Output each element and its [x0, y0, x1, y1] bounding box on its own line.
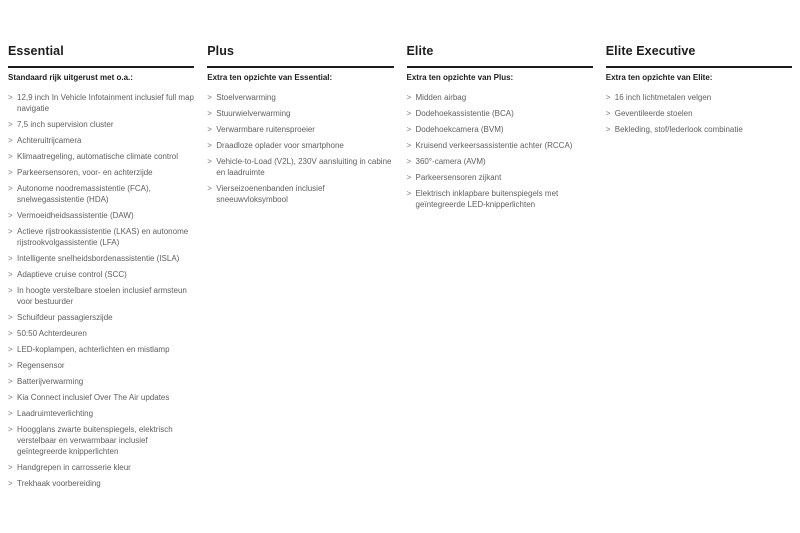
feature-item	[407, 172, 593, 183]
feature-text: Laadruimteverlichting	[17, 409, 94, 418]
chevron-right-icon: >	[8, 270, 13, 279]
feature-item	[8, 253, 194, 264]
chevron-right-icon: >	[406, 109, 412, 118]
feature-text: Vermoeidheidsassistentie (DAW)	[17, 211, 134, 220]
feature-text: Verwarmbare ruitensproeier	[216, 125, 315, 134]
feature-text: Handgrepen in carrosserie kleur	[17, 463, 131, 472]
feature-item	[8, 392, 194, 403]
feature-text: Geventileerde stoelen	[614, 109, 693, 118]
title-underline	[207, 66, 393, 68]
trim-title: Elite Executive	[605, 44, 696, 58]
feature-item	[8, 312, 194, 323]
feature-item	[8, 119, 194, 130]
feature-item	[407, 188, 593, 210]
chevron-right-icon: >	[8, 286, 13, 295]
feature-item	[207, 183, 393, 205]
feature-text: Midden airbag	[415, 93, 467, 102]
chevron-right-icon: >	[605, 125, 611, 134]
chevron-right-icon: >	[207, 93, 212, 102]
feature-text: 50:50 Achterdeuren	[17, 329, 87, 338]
feature-text: Dodehoekassistentie (BCA)	[415, 109, 514, 118]
chevron-right-icon: >	[8, 152, 13, 161]
chevron-right-icon: >	[406, 93, 412, 102]
chevron-right-icon: >	[8, 425, 13, 434]
chevron-right-icon: >	[8, 361, 13, 370]
feature-text: Elektrisch inklapbare buitenspiegels met geïntegreerde LED-knipperlichten	[415, 189, 559, 209]
trim-subtitle: Extra ten opzichte van Essential:	[207, 73, 333, 82]
feature-text: 360°-camera (AVM)	[415, 157, 486, 166]
feature-text: Hoogglans zwarte buitenspiegels, elektrisch verstelbaar en verwarmbaar inclusief geïntegreerde knipperlichten	[17, 425, 173, 456]
trim-column-elite-executive	[606, 45, 792, 494]
feature-item	[407, 140, 593, 151]
chevron-right-icon: >	[406, 173, 412, 182]
feature-item	[207, 140, 393, 151]
trim-subtitle: Standaard rijk uitgerust met o.a.:	[8, 73, 133, 82]
chevron-right-icon: >	[8, 184, 13, 193]
feature-item	[407, 92, 593, 103]
feature-item	[407, 124, 593, 135]
feature-text: Kia Connect inclusief Over The Air updates	[17, 393, 170, 402]
feature-text: Regensensor	[17, 361, 65, 370]
feature-item	[8, 478, 194, 489]
chevron-right-icon: >	[8, 136, 13, 145]
feature-text: Bekleding, stof/lederlook combinatie	[614, 125, 743, 134]
chevron-right-icon: >	[207, 141, 212, 150]
chevron-right-icon: >	[8, 211, 13, 220]
chevron-right-icon: >	[207, 184, 212, 193]
feature-item	[8, 462, 194, 473]
chevron-right-icon: >	[8, 345, 13, 354]
feature-item	[207, 108, 393, 119]
feature-text: 7,5 inch supervision cluster	[17, 120, 114, 129]
feature-item	[606, 92, 792, 103]
chevron-right-icon: >	[8, 168, 13, 177]
chevron-right-icon: >	[8, 313, 13, 322]
chevron-right-icon: >	[406, 189, 412, 198]
feature-item	[8, 376, 194, 387]
chevron-right-icon: >	[8, 463, 13, 472]
chevron-right-icon: >	[8, 227, 13, 236]
chevron-right-icon: >	[8, 377, 13, 386]
chevron-right-icon: >	[8, 479, 13, 488]
feature-item	[8, 408, 194, 419]
feature-item	[8, 328, 194, 339]
feature-text: Vierseizoenenbanden inclusief sneeuwvloksymbool	[216, 184, 325, 204]
chevron-right-icon: >	[207, 125, 212, 134]
feature-item	[8, 135, 194, 146]
feature-item	[8, 269, 194, 280]
feature-item	[8, 92, 194, 114]
feature-list	[606, 92, 792, 135]
feature-item	[8, 360, 194, 371]
chevron-right-icon: >	[8, 329, 13, 338]
chevron-right-icon: >	[8, 254, 13, 263]
feature-text: Kruisend verkeersassistentie achter (RCCA)	[415, 141, 573, 150]
trim-column-elite	[407, 45, 593, 494]
feature-item	[8, 151, 194, 162]
trim-title: Essential	[8, 44, 64, 58]
title-underline	[8, 66, 194, 68]
trim-title: Elite	[406, 44, 434, 58]
trim-column-plus	[207, 45, 393, 494]
chevron-right-icon: >	[207, 109, 212, 118]
chevron-right-icon: >	[605, 109, 611, 118]
title-underline	[606, 66, 792, 68]
feature-item	[8, 210, 194, 221]
feature-list	[8, 92, 194, 489]
feature-text: Stuurwielverwarming	[216, 109, 291, 118]
chevron-right-icon: >	[207, 157, 212, 166]
feature-text: Batterijverwarming	[17, 377, 84, 386]
trim-column-essential	[8, 45, 194, 494]
chevron-right-icon: >	[605, 93, 611, 102]
feature-item	[8, 183, 194, 205]
feature-text: LED-koplampen, achterlichten en mistlamp	[17, 345, 170, 354]
feature-item	[606, 124, 792, 135]
feature-item	[606, 108, 792, 119]
feature-text: In hoogte verstelbare stoelen inclusief armsteun voor bestuurder	[17, 286, 187, 306]
feature-text: Achteruitrijcamera	[17, 136, 82, 145]
chevron-right-icon: >	[406, 141, 412, 150]
feature-item	[8, 285, 194, 307]
feature-text: Schuifdeur passagierszijde	[17, 313, 113, 322]
feature-text: 12,9 inch In Vehicle Infotainment inclusief full map navigatie	[17, 93, 194, 113]
trim-subtitle: Extra ten opzichte van Plus:	[406, 73, 514, 82]
feature-text: Actieve rijstrookassistentie (LKAS) en autonome rijstrookvolgassistentie (LFA)	[17, 227, 189, 247]
feature-text: Parkeersensoren, voor- en achterzijde	[17, 168, 153, 177]
chevron-right-icon: >	[8, 93, 13, 102]
feature-text: Autonome noodremassistentie (FCA), snelwegassistentie (HDA)	[17, 184, 151, 204]
feature-item	[8, 226, 194, 248]
chevron-right-icon: >	[8, 393, 13, 402]
feature-text: Intelligente snelheidsbordenassistentie (ISLA)	[17, 254, 180, 263]
feature-item	[207, 156, 393, 178]
feature-text: Parkeersensoren zijkant	[415, 173, 502, 182]
feature-list	[407, 92, 593, 210]
feature-text: Klimaatregeling, automatische climate control	[17, 152, 178, 161]
feature-item	[207, 124, 393, 135]
feature-item	[8, 344, 194, 355]
chevron-right-icon: >	[8, 409, 13, 418]
feature-list	[207, 92, 393, 205]
trim-subtitle: Extra ten opzichte van Elite:	[605, 73, 713, 82]
feature-text: Draadloze oplader voor smartphone	[216, 141, 344, 150]
feature-text: Trekhaak voorbereiding	[17, 479, 101, 488]
trim-title: Plus	[207, 44, 235, 58]
feature-text: 16 inch lichtmetalen velgen	[614, 93, 712, 102]
feature-text: Adaptieve cruise control (SCC)	[17, 270, 127, 279]
feature-item	[407, 156, 593, 167]
feature-item	[407, 108, 593, 119]
chevron-right-icon: >	[406, 157, 412, 166]
chevron-right-icon: >	[8, 120, 13, 129]
feature-text: Stoelverwarming	[216, 93, 276, 102]
feature-text: Dodehoekcamera (BVM)	[415, 125, 504, 134]
chevron-right-icon: >	[406, 125, 412, 134]
feature-item	[8, 424, 194, 457]
feature-item	[8, 167, 194, 178]
feature-item	[207, 92, 393, 103]
feature-text: Vehicle-to-Load (V2L), 230V aansluiting in cabine en laadruimte	[216, 157, 392, 177]
title-underline	[407, 66, 593, 68]
